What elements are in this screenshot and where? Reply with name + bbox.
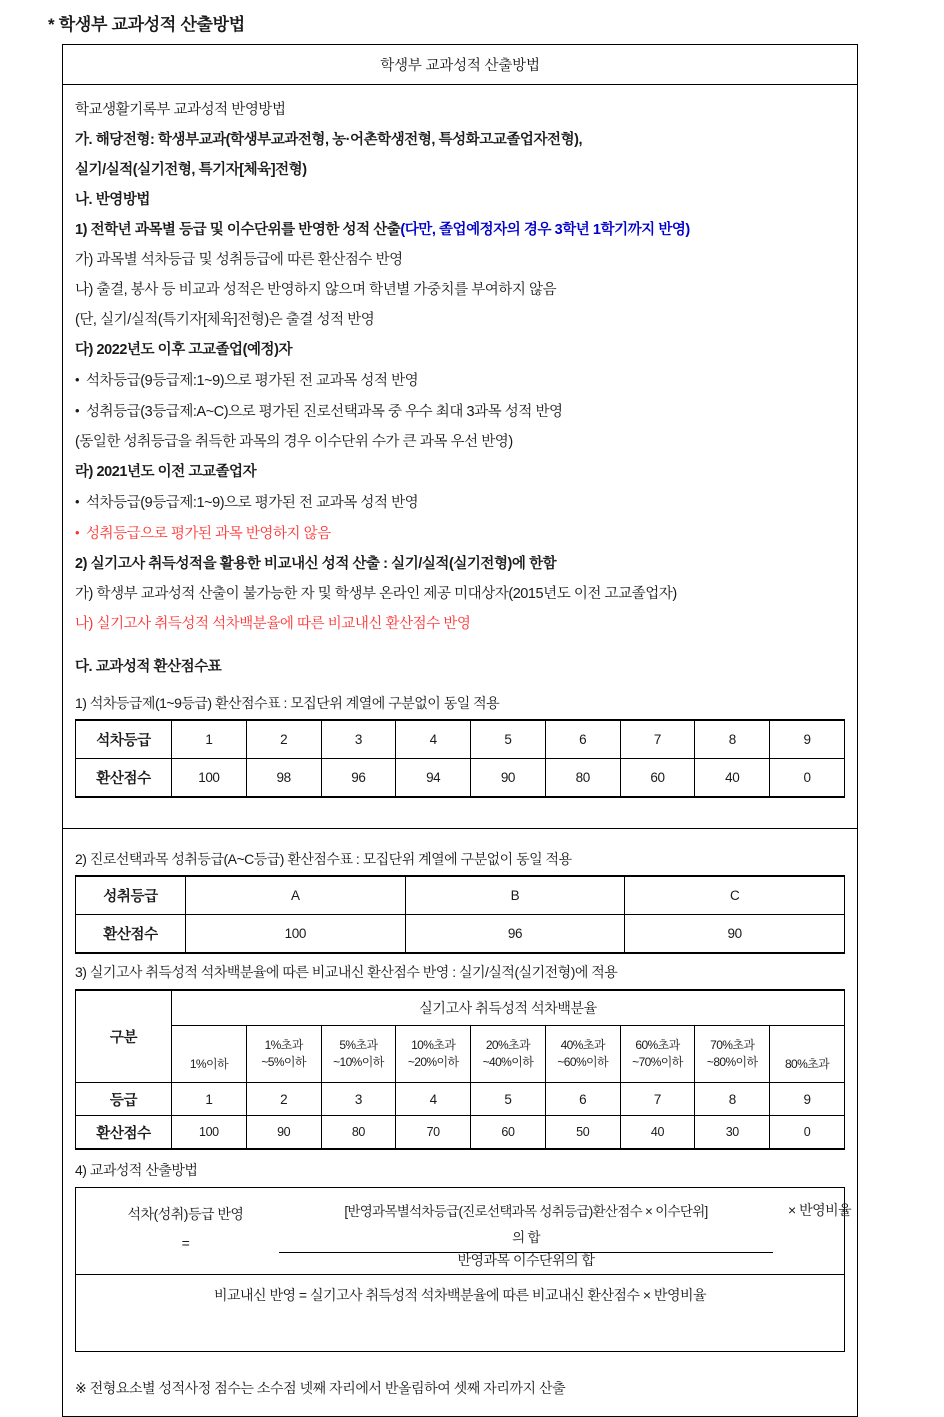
pct-score-cell: 100 bbox=[172, 1116, 247, 1150]
sub-na-line: 나) 출결, 봉사 등 비교과 성적은 반영하지 않으며 학년별 가중치를 부여하지 않음 bbox=[75, 282, 557, 298]
rank-score-cell: 96 bbox=[321, 759, 396, 798]
pct-group-header: 실기고사 취득성적 석차백분율 bbox=[172, 990, 845, 1026]
rank-score-cell: 98 bbox=[246, 759, 321, 798]
pct-range-cell bbox=[321, 1026, 396, 1083]
sub-ga-line: 가) 과목별 석차등급 및 성취등급에 따른 환산점수 반영 bbox=[75, 252, 403, 268]
document-heading: * 학생부 교과성적 산출방법 bbox=[48, 15, 245, 34]
formula-numerator-line2: 의 합 bbox=[512, 1230, 540, 1245]
intro-line: 학교생활기록부 교과성적 반영방법 bbox=[75, 102, 286, 118]
sub-da-bullet-2-text: 성취등급(3등급제:A~C)으로 평가된 진로선택과목 중 우수 최대 3과목 성적 반영 bbox=[86, 404, 563, 420]
item2-line: 2) 실기고사 취득성적을 활용한 비교내신 성적 산출 : 실기/실적(실기전형)에 한함 bbox=[75, 556, 557, 572]
rank-score-cell: 40 bbox=[695, 759, 770, 798]
achv-score-cell: 100 bbox=[186, 915, 406, 954]
formula-left-text: 석차(성취)등급 반영 bbox=[127, 1206, 244, 1222]
pct-score-cell: 0 bbox=[770, 1116, 845, 1150]
formula-numerator bbox=[276, 1199, 776, 1251]
table-row bbox=[76, 915, 845, 954]
achv-grade-cell: B bbox=[405, 876, 625, 915]
section-c-title: 다. 교과성적 환산점수표 bbox=[75, 659, 222, 675]
achv-score-cell: 90 bbox=[625, 915, 845, 954]
rank-grade-cell: 4 bbox=[396, 720, 471, 759]
frame-body bbox=[63, 85, 857, 1416]
sub-da-bullet-1 bbox=[75, 365, 845, 396]
pct-range-line2: ~70%이하 bbox=[632, 1055, 683, 1069]
pct-range-line2: ~5%이하 bbox=[261, 1055, 306, 1069]
rank-grade-cell: 9 bbox=[770, 720, 845, 759]
sub-da-bullet-1-text: 석차등급(9등급제:1~9)으로 평가된 전 교과목 성적 반영 bbox=[86, 373, 419, 389]
achievement-conversion-table bbox=[75, 875, 845, 954]
percentile-conversion-table bbox=[75, 989, 845, 1150]
pct-score-cell: 50 bbox=[545, 1116, 620, 1150]
table-row bbox=[76, 759, 845, 798]
rank-grade-cell: 7 bbox=[620, 720, 695, 759]
table-row bbox=[76, 876, 845, 915]
rank-grade-cell: 2 bbox=[246, 720, 321, 759]
pct-range-line1: 10%초과 bbox=[411, 1038, 456, 1052]
rank-grade-cell: 3 bbox=[321, 720, 396, 759]
pct-grade-cell: 3 bbox=[321, 1083, 396, 1116]
pct-grade-cell: 2 bbox=[246, 1083, 321, 1116]
item1-line bbox=[75, 215, 845, 245]
rank-score-cell: 80 bbox=[545, 759, 620, 798]
table-achv-caption: 2) 진로선택과목 성취등급(A~C등급) 환산점수표 : 모집단위 계열에 구분없이 동일 적용 bbox=[75, 851, 572, 867]
pct-range-line2: ~10%이하 bbox=[333, 1055, 384, 1069]
bullet-icon bbox=[75, 373, 86, 389]
table-row bbox=[76, 720, 845, 759]
sub-ra-bullet-1 bbox=[75, 487, 845, 518]
achv-score-cell: 96 bbox=[405, 915, 625, 954]
pct-range-cell bbox=[172, 1026, 247, 1083]
sub-ra-bullet-2 bbox=[75, 518, 845, 549]
pct-row-label-score: 환산점수 bbox=[76, 1116, 172, 1150]
rank-conversion-table bbox=[75, 719, 845, 798]
item2-ga-line: 가) 학생부 교과성적 산출이 불가능한 자 및 학생부 온라인 제공 미대상자(2015년도 이전 고교졸업자) bbox=[75, 586, 677, 602]
pct-row-label-grade: 등급 bbox=[76, 1083, 172, 1116]
pct-range-cell bbox=[246, 1026, 321, 1083]
pct-range-line1: 1%이하 bbox=[189, 1056, 228, 1071]
pct-grade-cell: 1 bbox=[172, 1083, 247, 1116]
pct-range-line1: 40%초과 bbox=[560, 1038, 605, 1052]
formula-caption: 4) 교과성적 산출방법 bbox=[75, 1162, 198, 1178]
formula-secondary-text: 비교내신 반영 = 실기고사 취득성적 석차백분율에 따른 비교내신 환산점수 × 반영비율 bbox=[213, 1287, 707, 1303]
pct-score-cell: 90 bbox=[246, 1116, 321, 1150]
pct-range-line2: ~20%이하 bbox=[407, 1055, 459, 1069]
sub-da-note: (동일한 성취등급을 취득한 과목의 경우 이수단위 수가 큰 과목 우선 반영) bbox=[75, 434, 513, 450]
pct-range-line1: 20%초과 bbox=[485, 1038, 531, 1052]
bullet-icon bbox=[75, 495, 86, 511]
sub-da-title: 다) 2022년도 이후 고교졸업(예정)자 bbox=[75, 342, 293, 358]
sub-note-line: (단, 실기/실적(특기자[체육]전형)은 출결 성적 반영 bbox=[75, 312, 375, 328]
pct-range-line1: 80%초과 bbox=[784, 1056, 830, 1071]
post-table-gap bbox=[63, 798, 857, 828]
table-pct-caption: 3) 실기고사 취득성적 석차백분율에 따른 비교내신 환산점수 반영 : 실기/실적(실기전형)에 적용 bbox=[75, 964, 618, 980]
narrative-text-block bbox=[63, 85, 857, 689]
pct-range-line2: ~80%이하 bbox=[706, 1055, 758, 1069]
formula-primary bbox=[76, 1188, 852, 1274]
rank-score-cell: 94 bbox=[396, 759, 471, 798]
formula-secondary bbox=[76, 1274, 844, 1351]
item2-na-line: 나) 실기고사 취득성적 석차백분율에 따른 비교내신 환산점수 반영 bbox=[75, 616, 471, 632]
pct-range-cell bbox=[545, 1026, 620, 1083]
pct-range-cell bbox=[770, 1026, 845, 1083]
formula-equals-sign: = bbox=[181, 1235, 190, 1251]
pct-range-cell bbox=[695, 1026, 770, 1083]
table-row bbox=[76, 1083, 845, 1116]
rank-grade-cell: 6 bbox=[545, 720, 620, 759]
main-frame bbox=[62, 44, 858, 1417]
achv-table-row-label-score: 환산점수 bbox=[76, 915, 186, 954]
rank-grade-cell: 8 bbox=[695, 720, 770, 759]
line-na-method: 나. 반영방법 bbox=[75, 192, 150, 208]
formula-left-label bbox=[98, 1200, 273, 1258]
item1-prefix: 1) 전학년 과목별 등급 및 이수단위를 반영한 성적 산출 bbox=[75, 222, 401, 238]
pct-range-cell bbox=[471, 1026, 546, 1083]
pct-grade-cell: 4 bbox=[396, 1083, 471, 1116]
achv-table-row-label-grade: 성취등급 bbox=[76, 876, 186, 915]
bullet-icon bbox=[75, 526, 86, 542]
pct-range-line2: ~60%이하 bbox=[557, 1055, 609, 1069]
table-row bbox=[76, 990, 845, 1026]
pct-score-cell: 30 bbox=[695, 1116, 770, 1150]
bullet-icon bbox=[75, 404, 86, 420]
formula-denominator: 반영과목 이수단위의 합 bbox=[457, 1252, 595, 1268]
pct-gubun-label: 구분 bbox=[76, 990, 172, 1083]
pct-grade-cell: 5 bbox=[471, 1083, 546, 1116]
pct-grade-cell: 9 bbox=[770, 1083, 845, 1116]
text-block-spacer bbox=[75, 639, 845, 653]
table-row bbox=[76, 1116, 845, 1150]
rank-score-cell: 0 bbox=[770, 759, 845, 798]
sub-da-bullet-2 bbox=[75, 396, 845, 427]
rank-score-cell: 100 bbox=[172, 759, 247, 798]
achv-grade-cell: C bbox=[625, 876, 845, 915]
pct-score-cell: 60 bbox=[471, 1116, 546, 1150]
rank-grade-cell: 1 bbox=[172, 720, 247, 759]
table-row bbox=[76, 1026, 845, 1083]
frame-title: 학생부 교과성적 산출방법 bbox=[63, 45, 857, 85]
pct-score-cell: 70 bbox=[396, 1116, 471, 1150]
pct-range-cell bbox=[396, 1026, 471, 1083]
pct-grade-cell: 6 bbox=[545, 1083, 620, 1116]
rank-grade-cell: 5 bbox=[471, 720, 546, 759]
formula-container bbox=[75, 1187, 852, 1352]
rank-score-cell: 90 bbox=[471, 759, 546, 798]
pct-score-cell: 80 bbox=[321, 1116, 396, 1150]
pct-range-line1: 1%초과 bbox=[264, 1038, 303, 1052]
rank-score-cell: 60 bbox=[620, 759, 695, 798]
pct-range-line1: 60%초과 bbox=[635, 1038, 680, 1052]
sub-ra-bullet-1-text: 석차등급(9등급제:1~9)으로 평가된 전 교과목 성적 반영 bbox=[86, 495, 419, 511]
rank-table-row-label-grade: 석차등급 bbox=[76, 720, 172, 759]
footnote-text: ※ 전형요소별 성적사정 점수는 소수점 넷째 자리에서 반올림하여 셋째 자리까지 산출 bbox=[75, 1380, 566, 1396]
pct-grade-cell: 7 bbox=[620, 1083, 695, 1116]
pct-grade-cell: 8 bbox=[695, 1083, 770, 1116]
pct-range-cell bbox=[620, 1026, 695, 1083]
formula-numerator-line1: [반영과목별석차등급(진로선택과목 성취등급)환산점수 × 이수단위] bbox=[344, 1204, 708, 1219]
formula-right-multiplier: × 반영비율 bbox=[788, 1202, 852, 1218]
table-rank-caption: 1) 석차등급제(1~9등급) 환산점수표 : 모집단위 계열에 구분없이 동일 적용 bbox=[75, 695, 500, 711]
achv-grade-cell: A bbox=[186, 876, 406, 915]
pct-range-line1: 70%초과 bbox=[710, 1038, 755, 1052]
line-ga-applicable: 가. 해당전형: 학생부교과(학생부교과전형, 농·어촌학생전형, 특성화고교졸업자전형), bbox=[75, 132, 583, 148]
rank-table-row-label-score: 환산점수 bbox=[76, 759, 172, 798]
sub-ra-bullet-2-text: 성취등급으로 평가된 과목 반영하지 않음 bbox=[86, 526, 331, 542]
pct-score-cell: 40 bbox=[620, 1116, 695, 1150]
line-practical-types: 실기/실적(실기전형, 특기자[체육]전형) bbox=[75, 162, 307, 178]
sub-ra-title: 라) 2021년도 이전 고교졸업자 bbox=[75, 464, 257, 480]
pct-range-line1: 5%초과 bbox=[339, 1038, 378, 1052]
item1-blue-note: (다만, 졸업예정자의 경우 3학년 1학기까지 반영) bbox=[400, 222, 690, 238]
pct-range-line2: ~40%이하 bbox=[482, 1055, 534, 1069]
